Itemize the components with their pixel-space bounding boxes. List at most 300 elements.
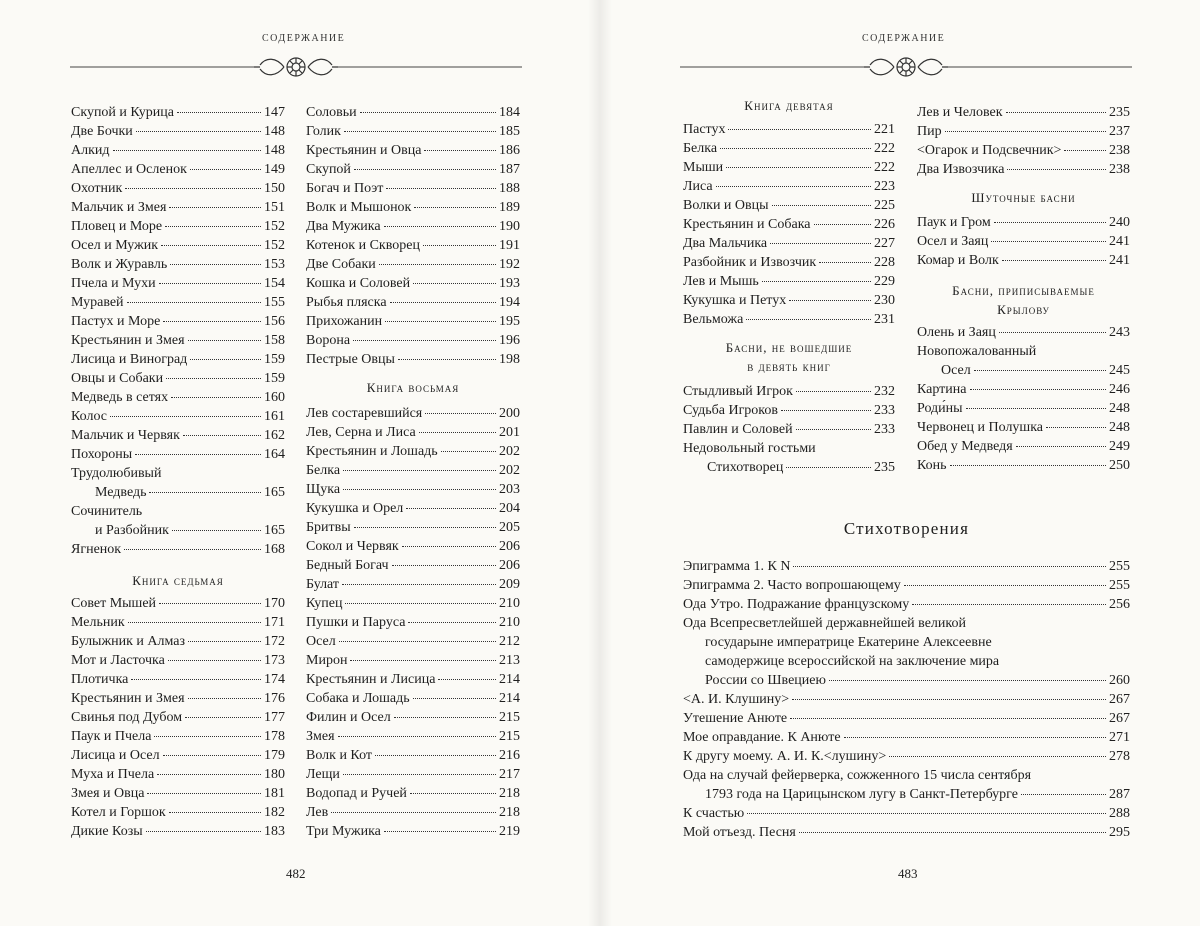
toc-entry-page: 218	[499, 786, 520, 801]
toc-entry-title: Мое оправдание. К Анюте	[683, 730, 841, 745]
toc-entry[interactable]	[917, 399, 1130, 418]
toc-entry-title: Крестьянин и Лошадь	[306, 444, 438, 459]
dot-leader	[1046, 427, 1106, 428]
toc-entry-title: Щука	[306, 482, 341, 497]
toc-entry[interactable]: и Разбойник 165	[95, 523, 285, 538]
toc-entry[interactable]	[306, 198, 520, 217]
toc-entry-title: Судьба Игроков	[683, 403, 779, 418]
toc-entry-title: Муха и Пчела	[71, 767, 155, 782]
toc-entry[interactable]	[306, 689, 520, 708]
dot-leader	[345, 603, 496, 604]
toc-entry-title: Эпиграмма 2. Часто вопрошающему	[683, 578, 901, 593]
toc-entry-title: Кукушка и Орел	[306, 501, 404, 516]
toc-entry[interactable]: 1793 года на Царицынском лугу в Санкт-Петербурге 287	[705, 787, 1130, 802]
toc-entry-line: государыне императрице Екатерине Алексеевне	[705, 635, 992, 650]
toc-entry-page: 187	[499, 162, 520, 177]
toc-entry-page: 227	[874, 236, 895, 251]
toc-entry-title: Лисица и Осел	[71, 748, 160, 763]
toc-entry-line: Сочинитель	[71, 504, 143, 519]
toc-entry[interactable]: Осел 245	[941, 363, 1130, 378]
toc-entry[interactable]	[71, 632, 285, 651]
toc-entry-title: Два Мужика	[306, 219, 381, 234]
toc-entry[interactable]	[917, 437, 1130, 456]
toc-entry-page: 159	[264, 352, 285, 367]
toc-entry[interactable]	[306, 160, 520, 179]
toc-entry-page: 243	[1109, 325, 1130, 340]
dot-leader	[379, 264, 496, 265]
toc-entry-title: Булат	[306, 577, 340, 592]
dot-leader	[1016, 446, 1106, 447]
toc-entry-page: 246	[1109, 382, 1130, 397]
toc-entry[interactable]	[683, 804, 1130, 823]
toc-entry-title: Крестьянин и Лисица	[306, 672, 436, 687]
section-heading: Книга восьмая	[366, 380, 460, 395]
toc-entry[interactable]	[306, 670, 520, 689]
toc-entry-page: 185	[499, 124, 520, 139]
toc-entry-page: 226	[874, 217, 895, 232]
dot-leader	[354, 527, 496, 528]
toc-entry-page: 267	[1109, 692, 1130, 707]
toc-entry[interactable]	[306, 765, 520, 784]
toc-entry-title: Свинья под Дубом	[71, 710, 183, 725]
toc-entry-title: Волк и Кот	[306, 748, 373, 763]
toc-entry-page: 202	[499, 444, 520, 459]
toc-entry[interactable]	[306, 518, 520, 537]
toc-entry-page: 206	[499, 539, 520, 554]
toc-entry-page: 288	[1109, 806, 1130, 821]
dot-leader	[1064, 150, 1106, 151]
toc-entry[interactable]	[683, 215, 895, 234]
toc-entry-title: Червонец и Полушка	[917, 420, 1044, 435]
toc-entry[interactable]	[71, 293, 285, 312]
toc-entry[interactable]	[71, 784, 285, 803]
toc-entry-title: К счастью	[683, 806, 745, 821]
toc-entry-page: 162	[264, 428, 285, 443]
toc-entry-page: 267	[1109, 711, 1130, 726]
dot-leader	[386, 188, 496, 189]
section-heading: Книга седьмая	[132, 573, 224, 588]
toc-entry[interactable]	[71, 350, 285, 369]
toc-entry-title: Олень и Заяц	[917, 325, 996, 340]
dot-leader	[726, 167, 871, 168]
toc-entry[interactable]	[683, 401, 895, 420]
toc-entry[interactable]	[71, 746, 285, 765]
toc-entry-title: Лев и Человек	[917, 105, 1003, 120]
toc-entry-title: Соловьи	[306, 105, 357, 120]
toc-entry[interactable]	[71, 388, 285, 407]
toc-entry-title: Похороны	[71, 447, 133, 462]
toc-entry-page: 147	[264, 105, 285, 120]
running-head: СОДЕРЖАНИЕ	[262, 33, 346, 44]
toc-entry[interactable]	[306, 556, 520, 575]
toc-entry-title: Алкид	[71, 143, 110, 158]
toc-entry[interactable]	[917, 122, 1130, 141]
toc-entry-title: Пчела и Мухи	[71, 276, 156, 291]
toc-entry-title: Крестьянин и Овца	[306, 143, 422, 158]
toc-entry[interactable]	[917, 456, 1130, 475]
toc-entry-title: Две Бочки	[71, 124, 133, 139]
toc-entry[interactable]: Стихотворец 235	[707, 460, 895, 475]
toc-entry[interactable]	[306, 746, 520, 765]
dot-leader	[338, 736, 496, 737]
dot-leader	[720, 148, 871, 149]
toc-entry-page: 213	[499, 653, 520, 668]
toc-entry[interactable]	[71, 274, 285, 293]
toc-entry[interactable]	[306, 179, 520, 198]
toc-entry-title: Утешение Анюте	[683, 711, 788, 726]
toc-entry[interactable]	[71, 822, 285, 841]
toc-entry-title: Лев, Серна и Лиса	[306, 425, 416, 440]
toc-entry-page: 159	[264, 371, 285, 386]
toc-entry-title: Картина	[917, 382, 967, 397]
dot-leader	[402, 546, 496, 547]
toc-entry[interactable]	[917, 213, 1130, 232]
toc-entry[interactable]	[306, 651, 520, 670]
toc-entry-page: 148	[264, 124, 285, 139]
toc-entry-title: Лев	[306, 805, 329, 820]
toc-entry-title: Купец	[306, 596, 343, 611]
toc-entry-page: 200	[499, 406, 520, 421]
toc-entry[interactable]	[683, 120, 895, 139]
toc-entry-page: 161	[264, 409, 285, 424]
toc-entry[interactable]	[71, 670, 285, 689]
toc-entry[interactable]	[71, 765, 285, 784]
toc-entry-title: Пастух	[683, 122, 726, 137]
toc-entry-title: Два Мальчика	[683, 236, 768, 251]
toc-entry[interactable]	[917, 418, 1130, 437]
dot-leader	[746, 319, 871, 320]
dot-leader	[392, 565, 496, 566]
toc-entry-page: 210	[499, 596, 520, 611]
toc-entry[interactable]	[306, 613, 520, 632]
toc-entry-page: 177	[264, 710, 285, 725]
toc-entry-page: 203	[499, 482, 520, 497]
toc-entry[interactable]	[683, 420, 895, 439]
dot-leader	[177, 112, 261, 113]
toc-entry[interactable]	[71, 122, 285, 141]
toc-entry[interactable]	[917, 160, 1130, 179]
toc-entry[interactable]	[306, 404, 520, 423]
toc-entry-page: 250	[1109, 458, 1130, 473]
toc-entry-title: Скупой и Курица	[71, 105, 174, 120]
toc-entry[interactable]	[306, 312, 520, 331]
toc-entry[interactable]	[683, 709, 1130, 728]
toc-entry[interactable]	[683, 595, 1130, 614]
right-page	[600, 0, 1200, 926]
toc-entry[interactable]	[683, 576, 1130, 595]
toc-entry[interactable]	[917, 103, 1130, 122]
toc-entry-page: 235	[1109, 105, 1130, 120]
toc-entry[interactable]	[71, 312, 285, 331]
toc-entry-title: Крестьянин и Собака	[683, 217, 811, 232]
toc-entry-page: 215	[499, 710, 520, 725]
toc-entry-line: Трудолюбивый	[71, 466, 162, 481]
toc-entry-title: Паук и Пчела	[71, 729, 152, 744]
toc-entry-page: 190	[499, 219, 520, 234]
toc-entry-title: Вельможа	[683, 312, 744, 327]
dot-leader	[168, 660, 261, 661]
toc-entry-page: 148	[264, 143, 285, 158]
toc-entry[interactable]	[683, 158, 895, 177]
toc-entry[interactable]	[683, 272, 895, 291]
dot-leader	[154, 736, 261, 737]
toc-entry-title: Лисица и Виноград	[71, 352, 188, 367]
toc-entry-title: Мальчик и Червяк	[71, 428, 180, 443]
dot-leader	[128, 622, 261, 623]
toc-entry[interactable]	[306, 575, 520, 594]
toc-entry-page: 216	[499, 748, 520, 763]
dot-leader	[350, 660, 496, 661]
toc-entry-line: Ода Всепресветлейшей державнейшей великой	[683, 616, 966, 631]
toc-entry-title: Мирон	[306, 653, 348, 668]
dot-leader	[171, 397, 261, 398]
toc-entry[interactable]	[683, 382, 895, 401]
toc-entry-title: Прихожанин	[306, 314, 383, 329]
dot-leader	[419, 432, 496, 433]
toc-entry[interactable]	[917, 251, 1130, 270]
toc-entry[interactable]	[71, 689, 285, 708]
page-number: 483	[898, 866, 918, 881]
toc-entry-title: Колос	[71, 409, 108, 424]
toc-entry-line: самодержице всероссийской на заключение мира	[705, 654, 1000, 669]
toc-entry-page: 222	[874, 141, 895, 156]
toc-entry-page: 217	[499, 767, 520, 782]
toc-entry[interactable]	[683, 291, 895, 310]
toc-entry-page: 153	[264, 257, 285, 272]
toc-entry-title: <А. И. Клушину>	[683, 692, 790, 707]
dot-leader	[889, 756, 1106, 757]
toc-entry[interactable]	[683, 823, 1130, 842]
toc-entry[interactable]	[306, 331, 520, 350]
toc-entry[interactable]	[71, 141, 285, 160]
toc-entry[interactable]	[71, 727, 285, 746]
toc-entry[interactable]	[306, 255, 520, 274]
toc-entry-title: Волк и Журавль	[71, 257, 168, 272]
toc-entry-title: Две Собаки	[306, 257, 376, 272]
toc-entry[interactable]	[306, 141, 520, 160]
toc-entry[interactable]	[71, 613, 285, 632]
toc-entry[interactable]: Медведь 165	[95, 485, 285, 500]
toc-entry-page: 225	[874, 198, 895, 213]
toc-entry[interactable]	[306, 632, 520, 651]
toc-entry-page: 201	[499, 425, 520, 440]
toc-entry[interactable]	[306, 274, 520, 293]
toc-entry-page: 179	[264, 748, 285, 763]
toc-entry[interactable]	[683, 690, 1130, 709]
toc-entry-title: Скупой	[306, 162, 351, 177]
section-heading: Басни, приписываемые	[952, 283, 1095, 298]
toc-column-4	[917, 103, 1130, 475]
toc-entry-page: 198	[499, 352, 520, 367]
toc-entry[interactable]	[71, 407, 285, 426]
dot-leader	[354, 169, 496, 170]
toc-entry[interactable]	[71, 445, 285, 464]
toc-entry[interactable]	[306, 537, 520, 556]
dot-leader	[781, 410, 871, 411]
toc-entry[interactable]	[71, 331, 285, 350]
toc-entry-page: 231	[874, 312, 895, 327]
toc-entry[interactable]	[71, 179, 285, 198]
toc-entry-page: 241	[1109, 253, 1130, 268]
toc-entry[interactable]	[71, 594, 285, 613]
toc-entry-title: Ода Утро. Подражание французскому	[683, 597, 910, 612]
toc-entry[interactable]	[306, 784, 520, 803]
toc-entry[interactable]	[917, 380, 1130, 399]
toc-entry[interactable]	[683, 310, 895, 329]
toc-entry-title: Кошка и Соловей	[306, 276, 411, 291]
dot-leader	[789, 300, 871, 301]
dot-leader	[157, 774, 261, 775]
toc-entry-page: 241	[1109, 234, 1130, 249]
dot-leader	[353, 340, 496, 341]
toc-entry-page: 164	[264, 447, 285, 462]
toc-entry-page: 255	[1109, 578, 1130, 593]
dot-leader	[188, 641, 261, 642]
dot-leader	[394, 717, 496, 718]
toc-entry-page: 218	[499, 805, 520, 820]
toc-entry-title: Муравей	[71, 295, 124, 310]
dot-leader	[131, 679, 261, 680]
toc-entry-title: Мельник	[71, 615, 125, 630]
toc-entry[interactable]	[306, 461, 520, 480]
section-heading: Крылову	[997, 302, 1050, 317]
toc-entry[interactable]	[71, 198, 285, 217]
toc-entry[interactable]	[306, 480, 520, 499]
toc-entry-title: Булыжник и Алмаз	[71, 634, 186, 649]
toc-entry-title: Разбойник и Извозчик	[683, 255, 817, 270]
dot-leader	[344, 131, 496, 132]
toc-entry-title: Волки и Овцы	[683, 198, 769, 213]
toc-entry[interactable]	[306, 103, 520, 122]
toc-entry[interactable]	[917, 323, 1130, 342]
toc-entry-page: 209	[499, 577, 520, 592]
toc-entry-page: 181	[264, 786, 285, 801]
dot-leader	[413, 698, 496, 699]
toc-entry-page: 192	[499, 257, 520, 272]
toc-entry-page: 172	[264, 634, 285, 649]
toc-entry-title: Пловец и Море	[71, 219, 163, 234]
toc-entry[interactable]	[306, 708, 520, 727]
toc-entry[interactable]	[71, 708, 285, 727]
dot-leader	[398, 359, 496, 360]
toc-entry[interactable]	[683, 139, 895, 158]
dot-leader	[343, 470, 496, 471]
toc-entry-page: 178	[264, 729, 285, 744]
dot-leader	[772, 205, 871, 206]
toc-entry-page: 182	[264, 805, 285, 820]
toc-entry[interactable]	[683, 177, 895, 196]
toc-entry-title: Роди́ны	[917, 401, 963, 416]
toc-entry-title: Голик	[306, 124, 341, 139]
dot-leader	[385, 321, 496, 322]
toc-entry-page: 221	[874, 122, 895, 137]
toc-entry-page: 233	[874, 422, 895, 437]
toc-entry[interactable]	[71, 160, 285, 179]
toc-entry[interactable]	[917, 141, 1130, 160]
toc-entry-line: Недовольный гостьми	[683, 441, 816, 456]
dot-leader	[413, 283, 496, 284]
toc-entry-title: Комар и Волк	[917, 253, 999, 268]
toc-entry-title: Мот и Ласточка	[71, 653, 165, 668]
toc-entry-title: Паук и Гром	[917, 215, 991, 230]
toc-entry[interactable]	[683, 728, 1130, 747]
toc-entry[interactable]	[683, 557, 1130, 576]
toc-entry-title: Рыбья пляска	[306, 295, 387, 310]
toc-entry-page: 152	[264, 238, 285, 253]
dot-leader	[424, 150, 496, 151]
toc-entry-page: 191	[499, 238, 520, 253]
dot-leader	[414, 207, 496, 208]
toc-entry[interactable]	[71, 236, 285, 255]
dot-leader	[819, 262, 871, 263]
dot-leader	[190, 169, 261, 170]
toc-entry[interactable]	[306, 350, 520, 369]
dot-leader	[343, 489, 496, 490]
toc-entry-page: 237	[1109, 124, 1130, 139]
toc-entry[interactable]	[306, 594, 520, 613]
toc-column-3	[683, 96, 895, 477]
toc-entry-title: Три Мужика	[306, 824, 381, 839]
toc-entry[interactable]	[306, 236, 520, 255]
toc-entry-title: Ворона	[306, 333, 351, 348]
toc-entry[interactable]	[306, 727, 520, 746]
toc-entry-page: 160	[264, 390, 285, 405]
toc-entry[interactable]	[71, 426, 285, 445]
dot-leader	[406, 508, 496, 509]
toc-entry[interactable]	[306, 803, 520, 822]
dot-leader	[339, 641, 496, 642]
section-heading: в девять книг	[747, 359, 831, 374]
toc-entry[interactable]: Ягненок 168	[71, 542, 285, 557]
dot-leader	[966, 408, 1106, 409]
toc-entry[interactable]	[71, 255, 285, 274]
toc-entry-title: Лев и Мышь	[683, 274, 759, 289]
toc-entry[interactable]	[306, 499, 520, 518]
toc-entry[interactable]	[71, 217, 285, 236]
dot-leader	[814, 224, 871, 225]
toc-entry[interactable]	[683, 747, 1130, 766]
toc-entry-title: Собака и Лошадь	[306, 691, 410, 706]
toc-entry-page: 249	[1109, 439, 1130, 454]
toc-entry[interactable]	[306, 442, 520, 461]
dot-leader	[165, 226, 261, 227]
toc-entry[interactable]	[306, 822, 520, 841]
dot-leader	[110, 416, 261, 417]
toc-entry[interactable]	[306, 423, 520, 442]
toc-entry-page: 195	[499, 314, 520, 329]
dot-leader	[844, 737, 1106, 738]
toc-entry[interactable]: России со Швециею 260	[705, 673, 1130, 688]
toc-entry[interactable]	[71, 651, 285, 670]
toc-entry[interactable]	[683, 253, 895, 272]
toc-entry[interactable]	[306, 122, 520, 141]
toc-entry[interactable]	[71, 369, 285, 388]
toc-entry[interactable]	[71, 103, 285, 122]
toc-entry-title: Волк и Мышонок	[306, 200, 412, 215]
toc-entry[interactable]	[306, 217, 520, 236]
toc-entry[interactable]	[683, 196, 895, 215]
toc-entry-page: 228	[874, 255, 895, 270]
toc-entry[interactable]	[306, 293, 520, 312]
toc-entry[interactable]	[917, 232, 1130, 251]
toc-entry[interactable]	[71, 803, 285, 822]
toc-entry-page: 176	[264, 691, 285, 706]
toc-entry[interactable]	[683, 234, 895, 253]
toc-entry-page: 170	[264, 596, 285, 611]
dot-leader	[728, 129, 871, 130]
toc-entry-page: 174	[264, 672, 285, 687]
toc-entry-page: 238	[1109, 162, 1130, 177]
